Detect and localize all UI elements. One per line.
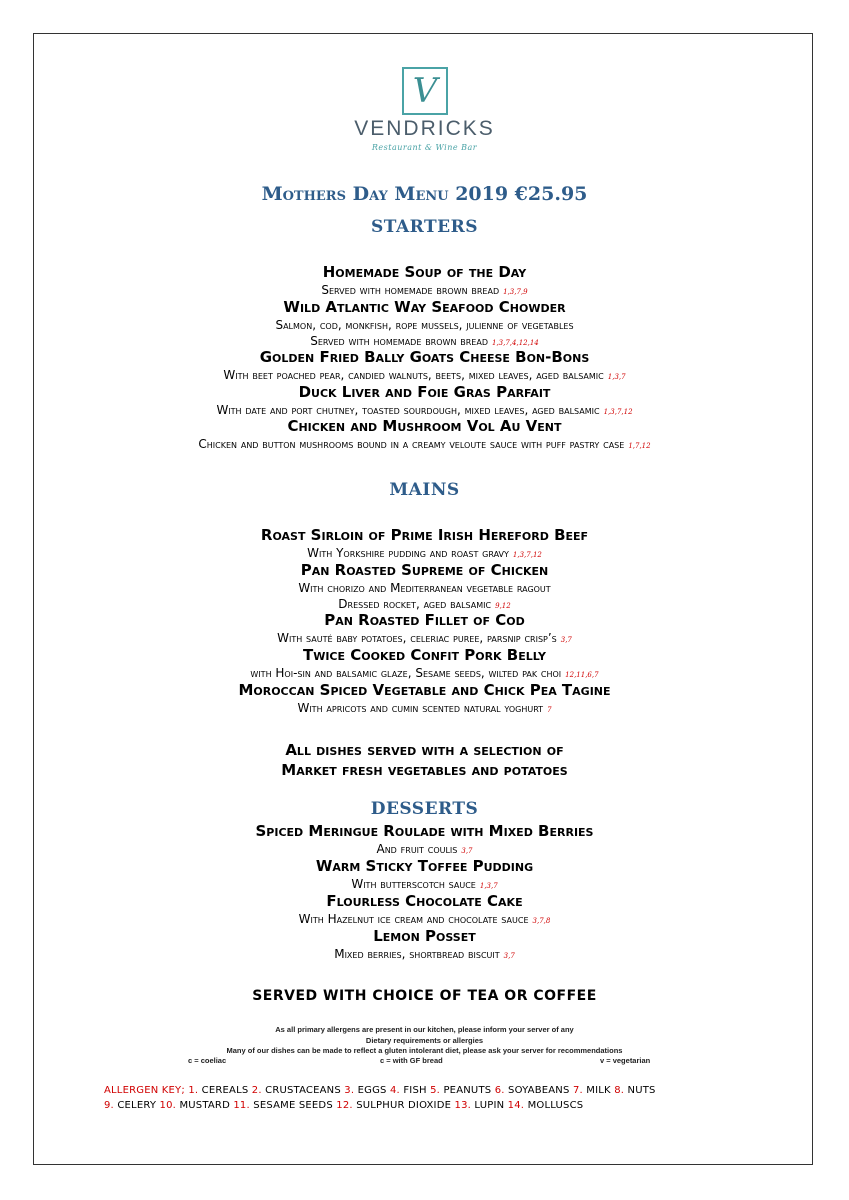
allergen-notice: Many of our dishes can be made to reflect a gluten intolerant diet, please ask your server for recommendations [226,1046,623,1055]
dish-description: With beet poached pear, candied walnuts, beets, mixed leaves, aged balsamic 1,3,7 [223,368,626,382]
dish-name: Duck Liver and Foie Gras Parfait [298,383,551,401]
brand-tagline: Restaurant & Wine Bar [371,143,478,152]
allergen-codes: 3,7 [560,636,572,644]
allergen-notice: Dietary requirements or allergies [365,1036,484,1045]
allergen-codes: 3,7 [461,847,473,855]
mains-heading: MAINS [389,480,460,500]
dish-description: With Yorkshire pudding and roast gravy 1,3,7,12 [307,546,542,560]
desserts-heading: DESSERTS [370,799,479,819]
dish-description: Dressed rocket, aged balsamic 9,12 [338,597,511,611]
dish-name: Wild Atlantic Way Seafood Chowder [283,298,566,316]
dish-description: With butterscotch sauce 1,3,7 [351,877,498,891]
dish-name: Chicken and Mushroom Vol Au Vent [287,417,562,435]
allergen-key-label: ALLERGEN KEY; [104,1085,185,1096]
dish-description: Served with homemade brown bread 1,3,7,9 [321,283,528,297]
allergen-codes: 3,7,8 [532,917,551,925]
allergen-key-row: ALLERGEN KEY; 1. CEREALS 2. CRUSTACEANS 3. EGGS 4. FISH 5. PEANUTS 6. SOYABEANS 7. MILK 8. NUTS [104,1085,656,1096]
logo-mark [402,67,448,115]
allergen-codes: 3,7 [503,952,515,960]
starters-heading: STARTERS [370,217,479,237]
dish-name: Moroccan Spiced Vegetable and Chick Pea Tagine [238,681,611,699]
dish-name: Pan Roasted Fillet of Cod [324,611,525,629]
dish-description: With sauté baby potatoes, celeriac puree, parsnip crisp’s 3,7 [277,631,572,645]
allergen-key-row: 9. CELERY 10. MUSTARD 11. SESAME SEEDS 12. SULPHUR DIOXIDE 13. LUPIN 14. MOLLUSCS [104,1100,584,1111]
allergen-codes: 1,3,7,12 [512,551,542,559]
dish-description: with Hoi-sin and balsamic glaze, Sesame seeds, wilted pak choi 12,11,6,7 [250,666,599,680]
dish-description: With Hazelnut ice cream and chocolate sauce 3,7,8 [298,912,551,926]
dish-name: Roast Sirloin of Prime Irish Hereford Beef [260,526,589,544]
menu-title: Mothers Day Menu 2019 €25.95 [261,183,588,205]
allergen-notice: As all primary allergens are present in our kitchen, please inform your server of any [275,1025,574,1034]
dish-description: With apricots and cumin scented natural yoghurt 7 [297,701,552,715]
legend-gf-bread: c = with GF bread [380,1056,443,1065]
allergen-codes: 12,11,6,7 [565,671,599,679]
allergen-codes: 9,12 [495,602,511,610]
dish-description: Salmon, cod, monkfish, rope mussels, julienne of vegetables [275,318,574,332]
dish-description: With date and port chutney, toasted sourdough, mixed leaves, aged balsamic 1,3,7,12 [216,403,633,417]
dish-name: Twice Cooked Confit Pork Belly [302,646,547,664]
dish-name: Lemon Posset [373,927,476,945]
allergen-codes: 1,7,12 [628,442,651,450]
dish-description: Chicken and button mushrooms bound in a creamy veloute sauce with puff pastry case 1,7,12 [198,437,651,451]
dish-description: Served with homemade brown bread 1,3,7,4,12,14 [310,334,539,348]
dish-description: Mixed berries, shortbread biscuit 3,7 [334,947,515,961]
allergen-codes: 1,3,7,9 [503,288,528,296]
sides-note: Market fresh vegetables and potatoes [281,761,568,779]
allergen-codes: 1,3,7,12 [603,408,633,416]
allergen-codes: 7 [547,706,552,714]
brand-name: VENDRICKS [354,117,495,140]
allergen-codes: 1,3,7,4,12,14 [491,339,539,347]
dish-description: And fruit coulis 3,7 [376,842,473,856]
sides-note: All dishes served with a selection of [285,741,564,759]
dish-description: With chorizo and Mediterranean vegetable ragout [298,581,551,595]
dish-name: Pan Roasted Supreme of Chicken [300,561,549,579]
dish-name: Warm Sticky Toffee Pudding [315,857,534,875]
logo-letter: V [412,71,438,111]
tea-coffee-note: SERVED WITH CHOICE OF TEA OR COFFEE [252,988,597,1004]
dish-name: Homemade Soup of the Day [322,263,527,281]
allergen-codes: 1,3,7 [479,882,498,890]
dish-name: Golden Fried Bally Goats Cheese Bon-Bons [259,348,590,366]
legend-coeliac: c = coeliac [188,1056,227,1065]
dish-name: Spiced Meringue Roulade with Mixed Berries [255,822,594,840]
dish-name: Flourless Chocolate Cake [326,892,523,910]
allergen-codes: 1,3,7 [607,373,626,381]
legend-vegetarian: v = vegetarian [600,1056,651,1065]
